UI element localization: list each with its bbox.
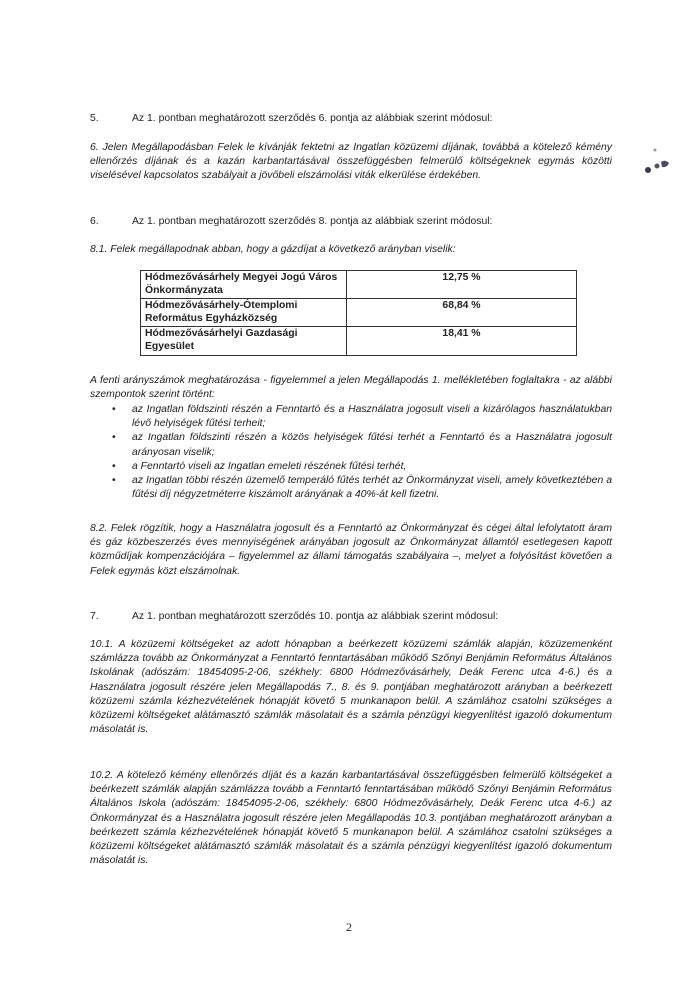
criteria-list (108, 403, 612, 502)
section-5-text: Az 1. pontban meghatározott szerződés 6. pontja az alábbiak szerint módosul: (132, 113, 493, 124)
bullet-icon: • (112, 404, 116, 415)
bullet-icon: • (112, 475, 116, 487)
section-6-text: Az 1. pontban meghatározott szerződés 8. pontja az alábbiak szerint módosul: (132, 216, 493, 227)
paragraph-10-2: 10.2. A kötelező kémény ellenőrzés díját és a kazán karbantartásával összefüggésben felmerülő költségeket a beérkezett számlák alapján számlázza tovább a Fenntartó fenntartásában működő Szőnyi Benjámin Református Általános Iskola (adószám: 18454095-2-06, székhely: 6800 Hódmezővásárhely, Deák Ferenc utca 4-6.) az Önkormányzat és a Használatra jogosult részére jelen Megállapodás 10.3. pontjában meghatározott arányban a beérkezett számla kézhezvételének hónapját követő 5 munkanapon belül. A számlához csatolni szükséges a közüzemi költségeket alátámasztó számlák másolatait és a számla pénzügyi kiegyenlítést igazoló dokumentum másolatát is. (90, 770, 612, 867)
table-row (141, 271, 577, 299)
list-item: • az Ingatlan földszinti részén a közös helyiségek fűtési terhét a Fenntartó és a Használatra jogosult arányosan viselik; (112, 432, 612, 458)
paragraph-8-1: 8.1. Felek megállapodnak abban, hogy a gázdíjat a következő arányban viselik: (90, 244, 456, 255)
paragraph-10-1: 10.1. A közüzemi költségeket az adott hónapban a beérkezett közüzemi számlák alapján, közüzemenként számlázza tovább az Önkormányzat a Fenntartó fenntartásában működő Szőnyi Benjámin Református Általános Iskolának (adószám: 18454095-2-06, székhely: 6800 Hódmezővásárhely, Deák Ferenc utca 4-6.) és a Használatra jogosult részére jelen Megállapodás 7., 8. és 9. pontjában meghatározott arányban a beérkezett közüzemi számla kézhezvételének hónapját követő 5 munkanapon belül. A számlához csatolni szükséges a közüzemi költségeket alátámasztó számlák másolatait és a számla pénzügyi kiegyenlítést igazoló dokumentum másolatát is. (90, 639, 612, 736)
stamp-mark-icon (643, 140, 673, 180)
paragraph-after-table: A fenti arányszámok meghatározása - figyelemmel a jelen Megállapodás 1. mellékletében foglaltakra - az alábbi szempontok szerint történt: (90, 375, 612, 401)
table-cell-share: 68,84 % (347, 299, 577, 327)
bullet-icon: • (112, 460, 116, 472)
list-item: • az Ingatlan többi részén üzemelő temperáló fűtés terhét az Önkormányzat viseli, amely következtében a fűtési díj négyzetméterre kiszámolt arányának a 40%-át kell fizetni. (112, 475, 612, 501)
table-cell-name: Hódmezővásárhely Megyei Jogú Város Önkormányzata (141, 271, 347, 299)
page-number: 2 (346, 920, 352, 934)
list-item: • az Ingatlan földszinti részén a Fenntartó és a Használatra jogosult viseli a kizárólagos használatukban lévő helyiségek fűtési terheit; (112, 404, 612, 430)
section-7-heading: 7. Az 1. pontban meghatározott szerződés 10. pontja az alábbiak szerint módosul: (90, 611, 499, 622)
bullet-icon: • (112, 432, 116, 444)
table-row (141, 327, 577, 355)
paragraph-6: 6. Jelen Megállapodásban Felek le kívánják fektetni az Ingatlan közüzemi díjának, továbbá a kötelező kémény ellenőrzés díjának és a kazán karbantartásával összefüggésben felmerülő költségeknek egymás közötti viselésével kapcsolatos szabályait a jövőbeli elszámolási viták elkerülése érdekében. (90, 142, 612, 182)
table-cell-name: Hódmezővásárhelyi Gazdasági Egyesület (141, 327, 347, 355)
table-cell-share: 18,41 % (347, 327, 577, 355)
table-cell-share: 12,75 % (347, 271, 577, 299)
section-6-heading: 6. Az 1. pontban meghatározott szerződés 8. pontja az alábbiak szerint módosul: (90, 216, 493, 227)
section-7-text: Az 1. pontban meghatározott szerződés 10. pontja az alábbiak szerint módosul: (132, 611, 499, 622)
cost-share-table (140, 270, 577, 356)
list-item: • a Fenntartó viseli az Ingatlan emeleti részének fűtési terhét, (108, 460, 612, 474)
paragraph-8-2: 8.2. Felek rögzítik, hogy a Használatra jogosult és a Fenntartó az Önkormányzat és cégei által lefolytatott áram és gáz közbeszerzés éves mennyiségének arányában jogosult az Önkormányzat államtól esetlegesen kapott közműdíjak kompenzációjára – figyelemmel az állami támogatás szabályaira –, melyet a folyósítást követően a Felek egymás közt elszámolnak. (90, 523, 612, 577)
table-cell-name: Hódmezővásárhely-Ótemplomi Református Egyházközség (141, 299, 347, 327)
table-row (141, 299, 577, 327)
section-5-heading: 5. Az 1. pontban meghatározott szerződés 6. pontja az alábbiak szerint módosul: (90, 113, 493, 124)
